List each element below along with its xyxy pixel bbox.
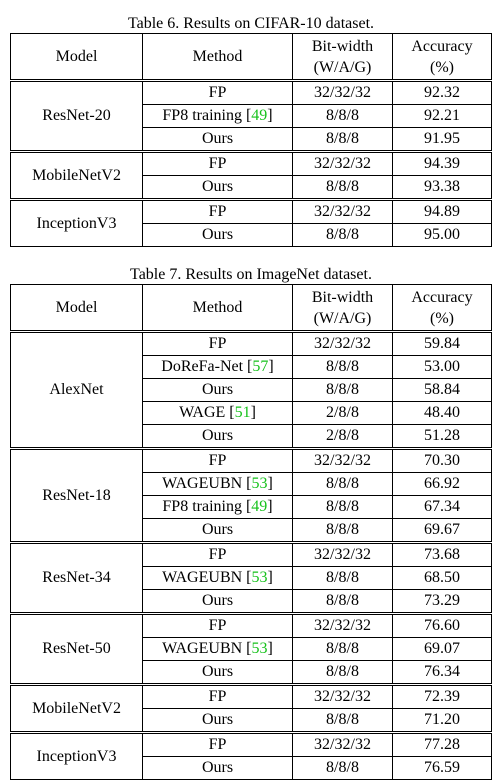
method-name: Ours (201, 130, 234, 147)
header-bitwidth (293, 34, 393, 81)
header-accuracy-line1: Accuracy (411, 37, 473, 55)
accuracy-cell: 59.84 (393, 332, 492, 356)
header-accuracy-line1: Accuracy (411, 288, 473, 306)
method-name: Ours (201, 178, 234, 195)
bitwidth-cell: 8/8/8 (293, 176, 393, 200)
citation-link[interactable]: 57 (252, 358, 269, 375)
method-cell (143, 200, 293, 224)
method-cell (143, 224, 293, 247)
citation-link[interactable]: 51 (234, 404, 251, 421)
model-group (11, 200, 492, 247)
model-group (11, 543, 492, 614)
accuracy-cell: 69.07 (393, 638, 492, 661)
model-cell: ResNet-34 (11, 543, 143, 614)
method-name: Ours (201, 226, 234, 243)
bitwidth-cell: 8/8/8 (293, 661, 393, 685)
method-name: FP8 training (162, 107, 242, 124)
bitwidth-cell: 8/8/8 (293, 379, 393, 402)
method-name: DoReFa-Net (161, 358, 244, 375)
method-cell (143, 661, 293, 685)
bitwidth-cell: 8/8/8 (293, 638, 393, 661)
table-row (11, 200, 492, 224)
imagenet-results-table (10, 284, 492, 780)
table-row (11, 614, 492, 638)
bitwidth-cell: 8/8/8 (293, 709, 393, 733)
citation-link[interactable]: 53 (251, 475, 268, 492)
bitwidth-cell: 32/32/32 (293, 200, 393, 224)
method-name: WAGEUBN (162, 569, 243, 586)
method-name: FP (208, 736, 227, 753)
method-name: Ours (201, 711, 234, 728)
header-accuracy (393, 34, 492, 81)
bitwidth-cell: 32/32/32 (293, 152, 393, 176)
method-cell (143, 757, 293, 780)
model-group (11, 685, 492, 733)
bitwidth-cell: 8/8/8 (293, 757, 393, 780)
model-cell: ResNet-50 (11, 614, 143, 685)
table-row (11, 81, 492, 105)
model-group (11, 614, 492, 685)
method-cell (143, 543, 293, 567)
accuracy-cell: 69.67 (393, 519, 492, 543)
accuracy-cell: 92.21 (393, 105, 492, 128)
table-row (11, 543, 492, 567)
method-cell: WAGEUBN [53] (143, 473, 293, 496)
header-bitwidth (293, 285, 393, 332)
table-row (11, 449, 492, 473)
method-name: FP (208, 335, 227, 352)
accuracy-cell: 68.50 (393, 567, 492, 590)
method-name: FP (208, 688, 227, 705)
bitwidth-cell: 8/8/8 (293, 519, 393, 543)
bitwidth-cell: 8/8/8 (293, 356, 393, 379)
model-group (11, 332, 492, 449)
method-name: FP (208, 155, 227, 172)
accuracy-cell: 76.60 (393, 614, 492, 638)
cifar10-results-table (10, 33, 492, 247)
table-row (11, 332, 492, 356)
bitwidth-cell: 8/8/8 (293, 105, 393, 128)
bitwidth-cell: 8/8/8 (293, 496, 393, 519)
header-model: Model (11, 285, 143, 332)
accuracy-cell: 73.68 (393, 543, 492, 567)
bitwidth-cell: 32/32/32 (293, 543, 393, 567)
model-group (11, 733, 492, 780)
accuracy-cell: 70.30 (393, 449, 492, 473)
header-bitwidth-line2: (W/A/G) (313, 309, 372, 327)
model-cell: InceptionV3 (11, 200, 143, 247)
header-method: Method (143, 285, 293, 332)
table-row (11, 685, 492, 709)
bitwidth-cell: 2/8/8 (293, 402, 393, 425)
method-cell (143, 128, 293, 152)
accuracy-cell: 76.34 (393, 661, 492, 685)
citation-link[interactable]: 49 (251, 498, 268, 515)
method-name: FP (208, 617, 227, 634)
accuracy-cell: 73.29 (393, 590, 492, 614)
method-cell (143, 614, 293, 638)
accuracy-cell: 92.32 (393, 81, 492, 105)
header-accuracy-line2: (%) (430, 309, 454, 327)
method-cell (143, 709, 293, 733)
header-bitwidth-line1: Bit-width (311, 288, 374, 306)
method-cell (143, 152, 293, 176)
accuracy-cell: 58.84 (393, 379, 492, 402)
model-group (11, 152, 492, 200)
citation-link[interactable]: 53 (251, 640, 268, 657)
header-row (11, 34, 492, 81)
bitwidth-cell: 32/32/32 (293, 332, 393, 356)
model-cell: ResNet-20 (11, 81, 143, 152)
method-cell (143, 379, 293, 402)
model-cell: MobileNetV2 (11, 152, 143, 200)
bitwidth-cell: 8/8/8 (293, 473, 393, 496)
method-name: FP (208, 203, 227, 220)
accuracy-cell: 51.28 (393, 425, 492, 449)
bitwidth-cell: 2/8/8 (293, 425, 393, 449)
bitwidth-cell: 32/32/32 (293, 449, 393, 473)
method-cell: FP8 training [49] (143, 496, 293, 519)
accuracy-cell: 53.00 (393, 356, 492, 379)
model-cell: InceptionV3 (11, 733, 143, 780)
method-name: FP (208, 452, 227, 469)
bitwidth-cell: 32/32/32 (293, 685, 393, 709)
method-cell (143, 685, 293, 709)
header-accuracy-line2: (%) (430, 58, 454, 76)
method-cell (143, 81, 293, 105)
method-name: FP8 training (162, 498, 242, 515)
accuracy-cell: 91.95 (393, 128, 492, 152)
method-name: WAGEUBN (162, 640, 243, 657)
method-cell (143, 332, 293, 356)
bitwidth-cell: 8/8/8 (293, 567, 393, 590)
method-name: Ours (201, 663, 234, 680)
method-name: FP (208, 546, 227, 563)
method-cell: WAGEUBN [53] (143, 567, 293, 590)
method-cell: WAGEUBN [53] (143, 638, 293, 661)
citation-link[interactable]: 53 (251, 569, 268, 586)
method-name: FP (208, 84, 227, 101)
table7-caption: Table 7. Results on ImageNet dataset. (130, 266, 372, 283)
accuracy-cell: 71.20 (393, 709, 492, 733)
accuracy-cell: 76.59 (393, 757, 492, 780)
header-model: Model (11, 34, 143, 81)
method-cell (143, 590, 293, 614)
model-cell: MobileNetV2 (11, 685, 143, 733)
method-cell (143, 733, 293, 757)
method-cell: WAGE [51] (143, 402, 293, 425)
bitwidth-cell: 32/32/32 (293, 733, 393, 757)
header-bitwidth-line1: Bit-width (311, 37, 374, 55)
accuracy-cell: 93.38 (393, 176, 492, 200)
table-row (11, 152, 492, 176)
table6-caption: Table 6. Results on CIFAR-10 dataset. (127, 15, 375, 32)
method-cell (143, 425, 293, 449)
method-name: Ours (201, 381, 234, 398)
header-row (11, 285, 492, 332)
method-cell: FP8 training [49] (143, 105, 293, 128)
method-cell (143, 449, 293, 473)
bitwidth-cell: 8/8/8 (293, 128, 393, 152)
header-bitwidth-line2: (W/A/G) (313, 58, 372, 76)
accuracy-cell: 95.00 (393, 224, 492, 247)
bitwidth-cell: 8/8/8 (293, 590, 393, 614)
method-name: Ours (201, 521, 234, 538)
bitwidth-cell: 32/32/32 (293, 81, 393, 105)
model-cell: AlexNet (11, 332, 143, 449)
accuracy-cell: 94.39 (393, 152, 492, 176)
method-name: Ours (201, 592, 234, 609)
accuracy-cell: 77.28 (393, 733, 492, 757)
accuracy-cell: 48.40 (393, 402, 492, 425)
method-name: WAGE (179, 404, 226, 421)
method-cell: DoReFa-Net [57] (143, 356, 293, 379)
accuracy-cell: 94.89 (393, 200, 492, 224)
model-group (11, 81, 492, 152)
method-cell (143, 519, 293, 543)
accuracy-cell: 72.39 (393, 685, 492, 709)
bitwidth-cell: 32/32/32 (293, 614, 393, 638)
method-name: Ours (201, 759, 234, 776)
header-method: Method (143, 34, 293, 81)
table-row (11, 733, 492, 757)
accuracy-cell: 66.92 (393, 473, 492, 496)
method-name: WAGEUBN (162, 475, 243, 492)
citation-link[interactable]: 49 (251, 107, 268, 124)
header-accuracy (393, 285, 492, 332)
bitwidth-cell: 8/8/8 (293, 224, 393, 247)
method-cell (143, 176, 293, 200)
model-group (11, 449, 492, 543)
method-name: Ours (201, 427, 234, 444)
model-cell: ResNet-18 (11, 449, 143, 543)
accuracy-cell: 67.34 (393, 496, 492, 519)
